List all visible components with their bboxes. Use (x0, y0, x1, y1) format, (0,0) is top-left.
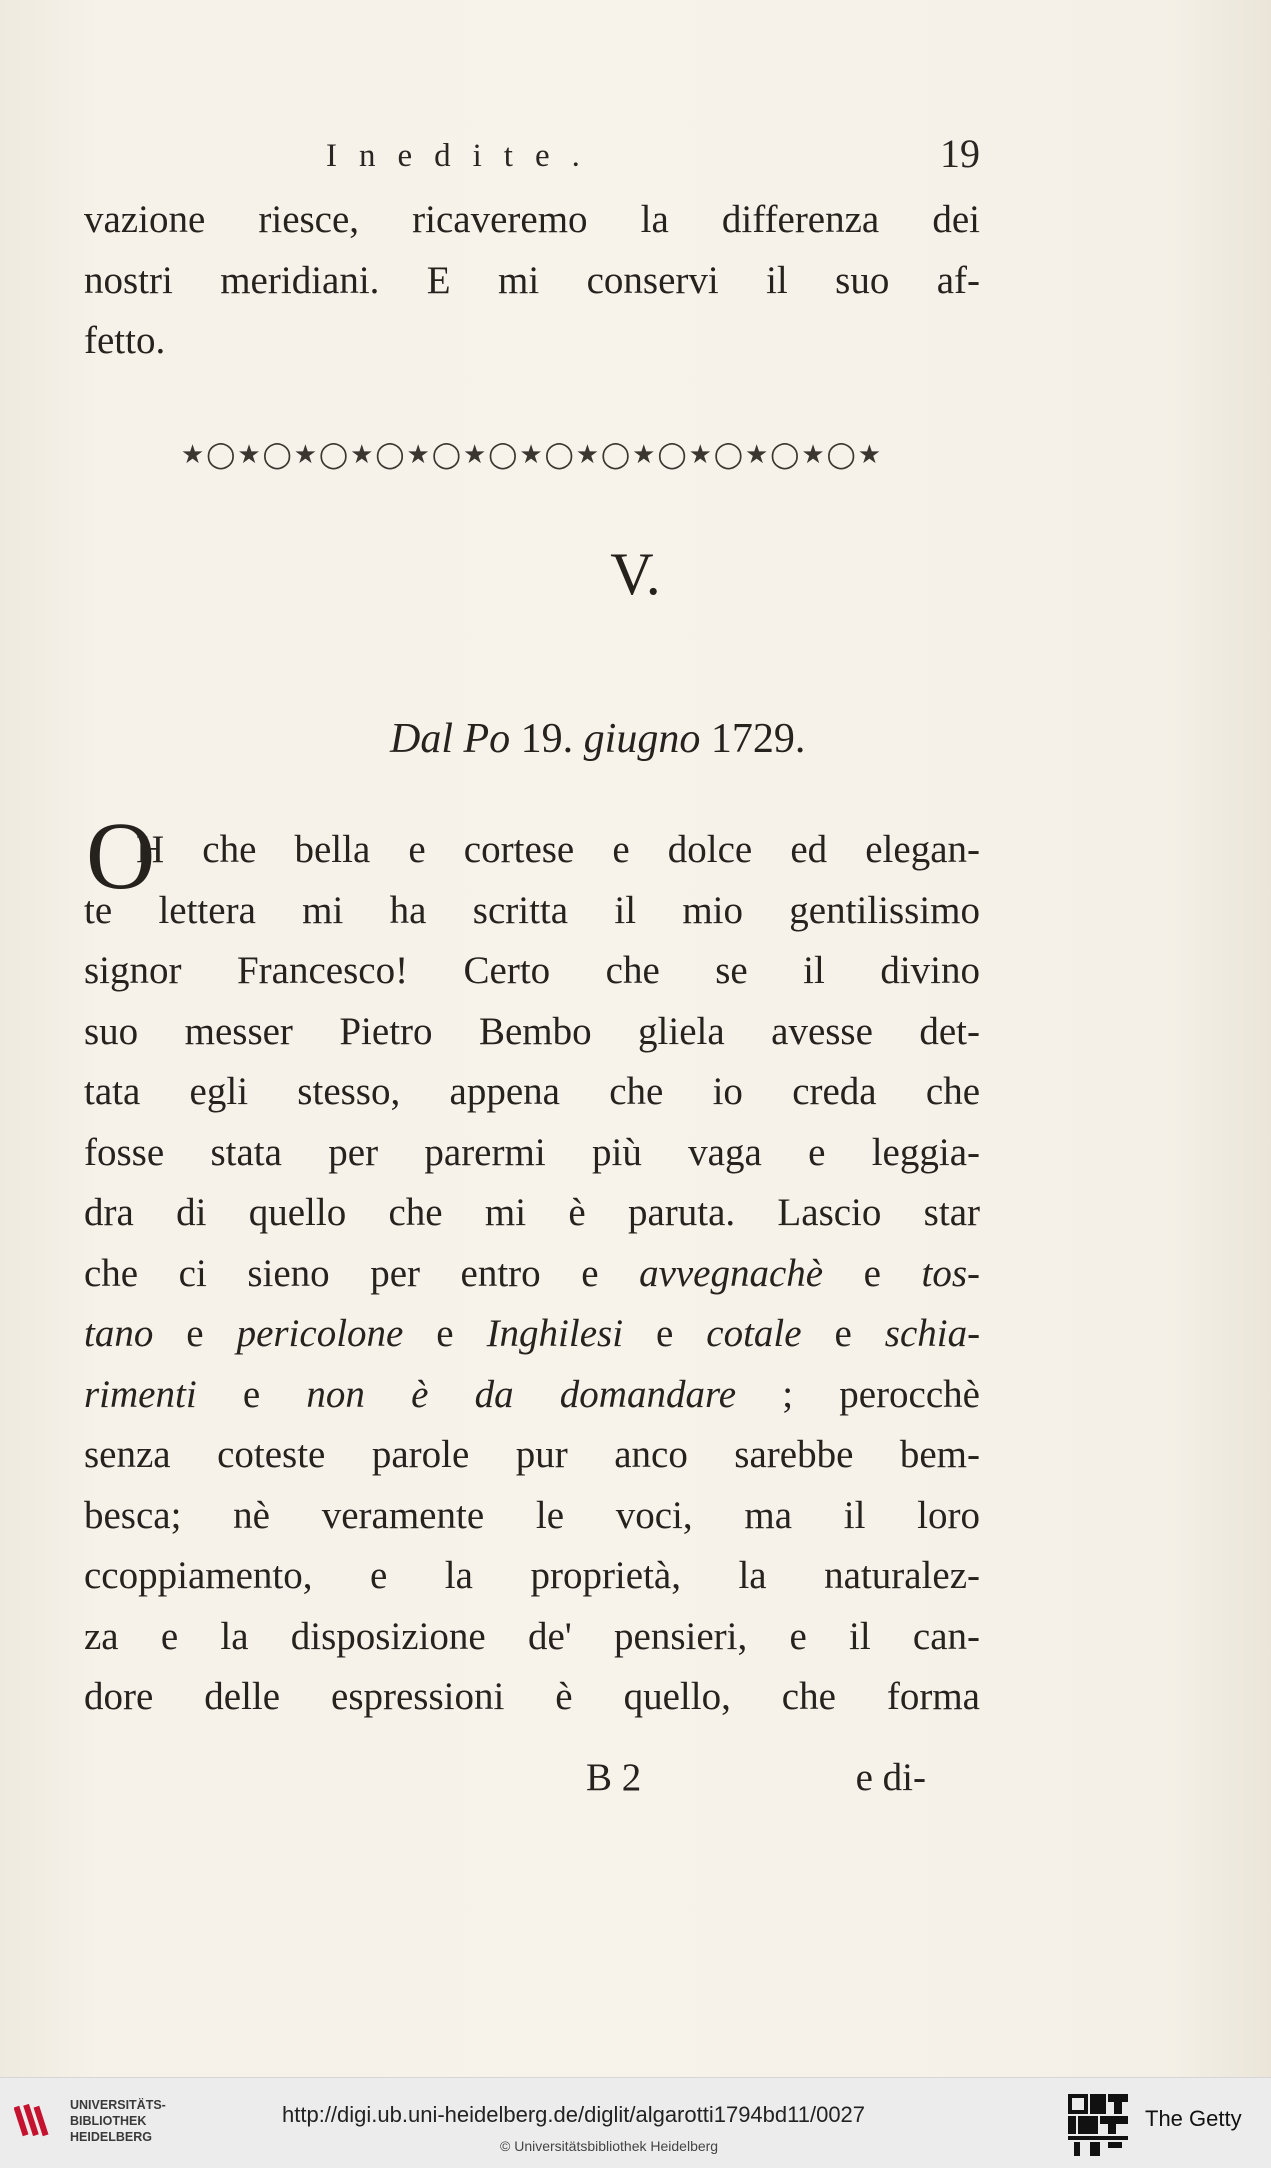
text-line (84, 1365, 980, 1426)
page-number: 19 (940, 131, 980, 176)
italic-term: rimenti (84, 1372, 197, 1416)
viewer-footer (0, 2077, 1271, 2168)
italic-term: pericolone (236, 1312, 404, 1355)
page-foot (84, 1755, 980, 1805)
ornamental-divider: ★◯★◯★◯★◯★◯★◯★◯★◯★◯★◯★◯★◯★ (180, 440, 884, 470)
library-name-line: UNIVERSITÄTS- (70, 2098, 166, 2112)
dateline (390, 715, 805, 763)
text-run: e (436, 1312, 454, 1355)
permalink-url[interactable]: http://digi.ub.uni-heidelberg.de/diglit/algarotti1794bd11/0027 (282, 2102, 866, 2127)
italic-term: avvegnachè (639, 1251, 824, 1295)
text-run: ; perocchè (782, 1372, 980, 1416)
library-name-line: BIBLIOTHEK (70, 2114, 147, 2128)
text-line: H che bella e cortese e dolce ed elegan- (136, 828, 980, 871)
text-line: te lettera mi ha scritta il mio gentilissimo (84, 888, 980, 932)
italic-term: cotale (706, 1312, 802, 1355)
dateline-year: 1729. (710, 716, 806, 762)
italic-term: tos- (921, 1251, 981, 1295)
text-run: e (186, 1312, 204, 1355)
catchword: e di- (855, 1756, 926, 1799)
text-line: suo messer Pietro Bembo gliela avesse det- (84, 1009, 980, 1053)
drop-cap: O (86, 802, 156, 909)
library-name-line: HEIDELBERG (70, 2130, 152, 2144)
text-line (84, 1244, 980, 1305)
text-run: e (656, 1312, 674, 1355)
italic-term: non è da domandare (306, 1372, 737, 1416)
text-line: vazione riesce, ricaveremo la differenza dei (84, 198, 980, 241)
text-line: signor Francesco! Certo che se il divino (84, 949, 980, 992)
dateline-place: Dal Po (390, 716, 511, 762)
partner-name: The Getty (1145, 2106, 1242, 2131)
running-head: Inedite. (326, 138, 602, 174)
page-header (84, 130, 980, 180)
letter-number: V. (610, 541, 661, 607)
text-run: e (242, 1372, 261, 1416)
dateline-day: 19. (520, 716, 574, 762)
text-run: e (863, 1251, 881, 1295)
dateline-month: giugno (583, 716, 701, 762)
text-line: dore delle espressioni è quello, che forma (84, 1675, 980, 1718)
getty-logo-icon[interactable] (1068, 2094, 1128, 2156)
text-run: e (834, 1312, 852, 1355)
university-logo-icon[interactable] (14, 2100, 58, 2144)
text-line: nostri meridiani. E mi conservi il suo af- (84, 258, 980, 302)
italic-term: Inghilesi (486, 1312, 624, 1355)
text-line: fosse stata per parermi più vaga e leggia- (84, 1130, 980, 1174)
italic-term: schia- (884, 1312, 981, 1355)
text-line: besca; nè veramente le voci, ma il loro (84, 1493, 980, 1537)
italic-term: tano (84, 1312, 154, 1355)
text-line: za e la disposizione de' pensieri, e il can- (84, 1614, 980, 1658)
letter-body (84, 820, 980, 1728)
signature-mark: B 2 (586, 1756, 642, 1799)
text-line: tata egli stesso, appena che io creda che (84, 1070, 980, 1113)
text-line (84, 1304, 980, 1365)
text-run: che ci sieno per entro e (84, 1251, 599, 1295)
text-line: senza coteste parole pur anco sarebbe bem- (84, 1433, 980, 1476)
copyright-notice: © Universitätsbibliothek Heidelberg (500, 2138, 719, 2154)
text-line: fetto. (84, 319, 166, 362)
library-name (70, 2097, 166, 2145)
text-line: ccoppiamento, e la proprietà, la naturalez- (84, 1554, 980, 1597)
continuation-paragraph (84, 190, 980, 372)
text-line: dra di quello che mi è paruta. Lascio star (84, 1191, 980, 1234)
